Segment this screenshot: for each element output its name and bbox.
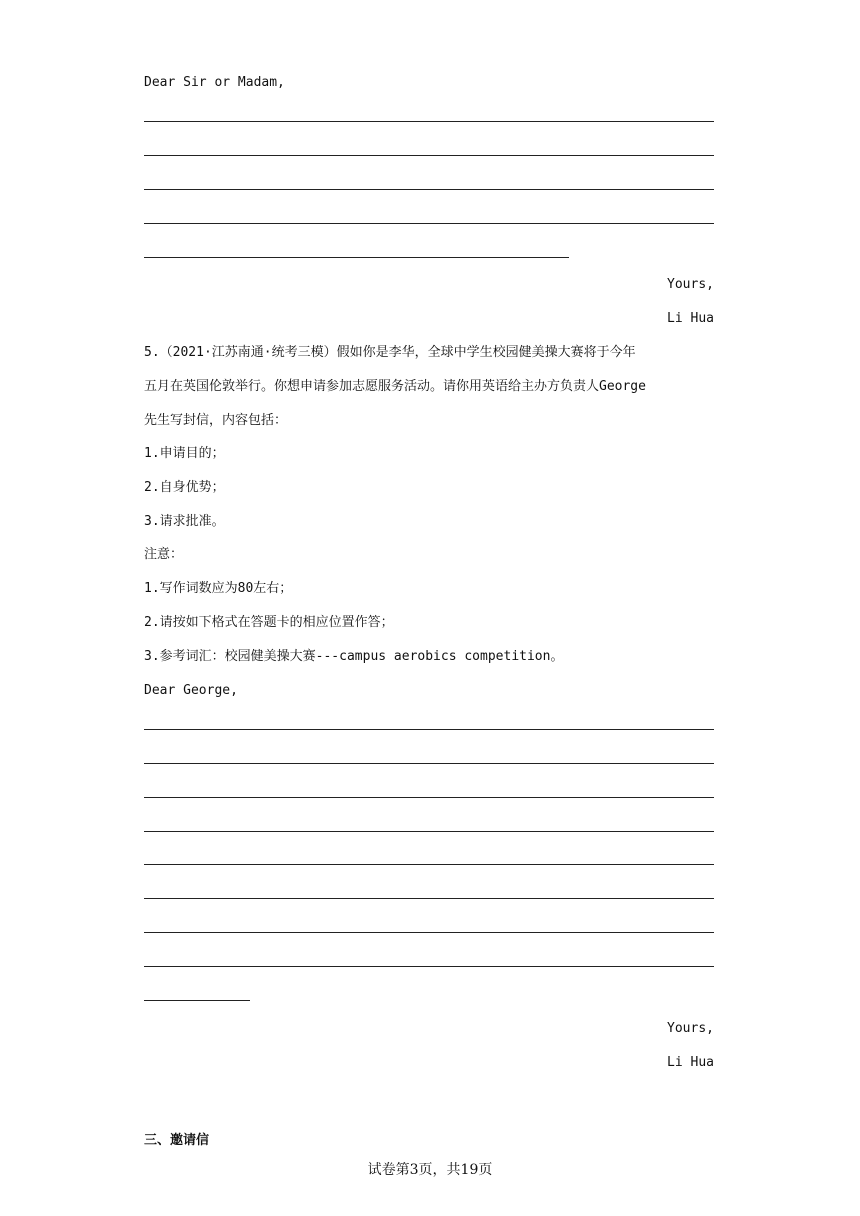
answer-line xyxy=(144,729,714,730)
note-item: 3.参考词汇：校园健美操大赛---campus aerobics competition。 xyxy=(144,649,564,664)
question5-prompt-line2: 五月在英国伦敦举行。你想申请参加志愿服务活动。请你用英语给主办方负责人George xyxy=(144,379,646,394)
answer-line xyxy=(144,797,714,798)
notes-title: 注意： xyxy=(144,547,184,562)
content-item: 3.请求批准。 xyxy=(144,514,225,529)
answer-line-short xyxy=(144,1000,250,1001)
answer-line xyxy=(144,121,714,122)
note-item: 1.写作词数应为80左右； xyxy=(144,581,293,596)
answer-line xyxy=(144,189,714,190)
page-footer: 试卷第3页，共19页 xyxy=(367,1162,493,1178)
answer-line xyxy=(144,831,714,832)
answer-line xyxy=(144,932,714,933)
answer-line xyxy=(144,898,714,899)
question5-prompt-line3: 先生写封信，内容包括： xyxy=(144,413,288,428)
letter1-salutation: Dear Sir or Madam, xyxy=(144,75,285,90)
section-title: 三、邀请信 xyxy=(144,1133,210,1148)
answer-line xyxy=(144,966,714,967)
answer-line xyxy=(144,763,714,764)
content-item: 2.自身优势； xyxy=(144,480,225,495)
letter2-signature: Li Hua xyxy=(667,1055,714,1070)
letter1-signature: Li Hua xyxy=(667,311,714,326)
content-item: 1.申请目的； xyxy=(144,446,225,461)
answer-line xyxy=(144,223,714,224)
letter1-closing: Yours, xyxy=(667,277,714,292)
answer-line xyxy=(144,864,714,865)
question5-prompt-line1: 5.（2021·江苏南通·统考三模）假如你是李华，全球中学生校园健美操大赛将于今年 xyxy=(144,345,636,360)
letter2-closing: Yours, xyxy=(667,1021,714,1036)
note-item: 2.请按如下格式在答题卡的相应位置作答； xyxy=(144,615,394,630)
answer-line-short xyxy=(144,257,569,258)
answer-line xyxy=(144,155,714,156)
letter2-salutation: Dear George, xyxy=(144,683,238,698)
